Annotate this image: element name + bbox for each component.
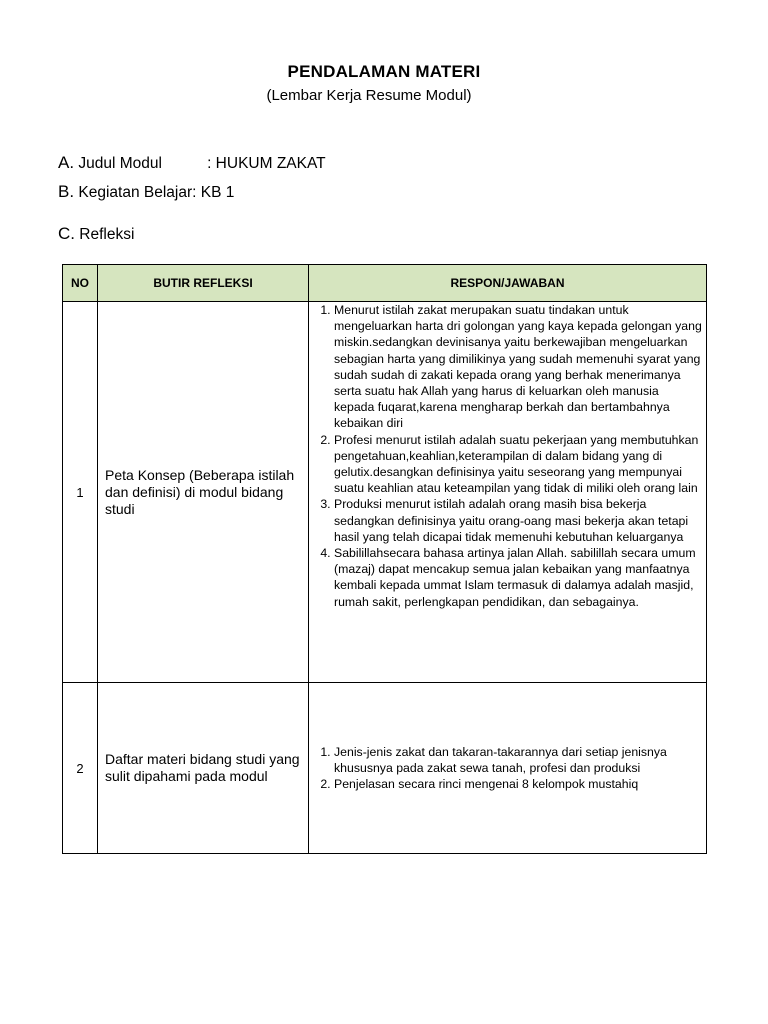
answer-item: 1. Menurut istilah zakat merupakan suatu tindakan untuk mengeluarkan harta dri golongan yang kaya kepada gelongan yang miskin.sedangkan devinisanya yaitu berkewajiban mengeluarkan sebagian harta yang dimilikinya yang sudah memenuhi syarat yang sudah sudah di zakati kepada orang yang berhak menerimanya serta suatu hak Allah yang harus di keluarkan oleh manusia kepada fuqarat,karena mengharap berkah dan bertambahnya kebaikan diri [334, 302, 702, 432]
answer-item: 2. Profesi menurut istilah adalah suatu pekerjaan yang membutuhkan pengetahuan,keahlian,keterampilan di dalam bidang yang di gelutix.desangkan definisinya yaitu seseorang yang mempunyai suatu keahlian atau keteampilan yang tidak di miliki oleh orang lain [334, 432, 702, 497]
section-value: : HUKUM ZAKAT [207, 155, 326, 172]
answer-list [309, 302, 702, 610]
section-judul-modul [58, 153, 326, 173]
table-row [63, 302, 707, 683]
section-letter: B. [58, 182, 75, 201]
table-header-row [63, 265, 707, 302]
section-label: Judul Modul [74, 155, 162, 172]
section-refleksi [58, 224, 134, 244]
section-letter: C. [58, 224, 75, 243]
row-response [309, 683, 707, 854]
header-no: NO [63, 265, 98, 302]
section-letter: A. [58, 153, 75, 172]
row-butir: Daftar materi bidang studi yang sulit dipahami pada modul [98, 683, 309, 854]
answer-list [309, 744, 702, 793]
row-number: 1 [63, 302, 98, 683]
answer-item: 4. Sabilillahsecara bahasa artinya jalan Allah. sabilillah secara umum (mazaj) dapat mencakup semua jalan kebaikan yang manfaatnya kembali kepada ummat Islam termasuk di dalamya adalah masjid, rumah sakit, perlengkapan pendidikan, dan sebagainya. [334, 545, 702, 610]
section-label: Kegiatan Belajar [74, 184, 193, 201]
header-butir-refleksi: BUTIR REFLEKSI [98, 265, 309, 302]
page-subtitle: (Lembar Kerja Resume Modul) [266, 87, 472, 104]
row-number: 2 [63, 683, 98, 854]
header-respon-jawaban: RESPON/JAWABAN [309, 265, 707, 302]
table-row [63, 683, 707, 854]
page-title: PENDALAMAN MATERI [287, 62, 481, 81]
answer-item: 2. Penjelasan secara rinci mengenai 8 kelompok mustahiq [334, 776, 702, 792]
row-response [309, 302, 707, 683]
answer-item: 3. Produksi menurut istilah adalah orang masih bisa bekerja sedangkan definisinya yaitu orang-oang masi bekerja akan tetapi hasil yang telah dicapai tidak memenuhi kebutuhan keluarganya [334, 496, 702, 545]
section-kegiatan-belajar [58, 182, 234, 202]
answer-item: 1. Jenis-jenis zakat dan takaran-takarannya dari setiap jenisnya khususnya pada zakat sewa tanah, profesi dan produksi [334, 744, 702, 776]
section-value: : KB 1 [192, 184, 235, 201]
reflection-table [62, 264, 707, 854]
row-butir: Peta Konsep (Beberapa istilah dan definisi) di modul bidang studi [98, 302, 309, 683]
section-label: Refleksi [75, 226, 135, 243]
